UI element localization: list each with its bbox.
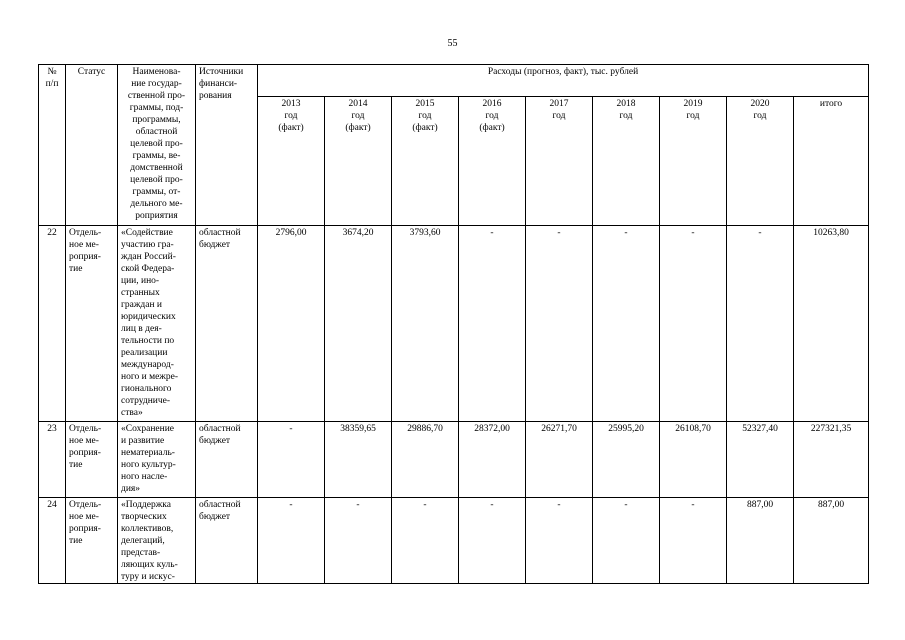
header-year-2020: 2020 год — [727, 97, 794, 226]
value-2013: - — [258, 498, 325, 584]
value-2014: 3674,20 — [325, 226, 392, 422]
budget-table — [38, 64, 869, 584]
value-2020: 887,00 — [727, 498, 794, 584]
row-status: Отдель- ное ме- роприя- тие — [66, 422, 118, 498]
header-name: Наименова- ние государ- ственной про- граммы, под- программы, областной целевой про- граммы, ве- домственной целевой про- граммы, от- дельного ме- роприятия — [118, 65, 196, 226]
value-2020: 52327,40 — [727, 422, 794, 498]
value-total: 10263,80 — [794, 226, 869, 422]
value-total: 227321,35 — [794, 422, 869, 498]
row-source: областной бюджет — [196, 226, 258, 422]
value-2019: - — [660, 498, 727, 584]
header-year-2018: 2018 год — [593, 97, 660, 226]
row-status: Отдель- ное ме- роприя- тие — [66, 226, 118, 422]
value-2016: - — [459, 498, 526, 584]
row-source: областной бюджет — [196, 422, 258, 498]
value-2015: 3793,60 — [392, 226, 459, 422]
row-number: 24 — [39, 498, 66, 584]
value-2017: 26271,70 — [526, 422, 593, 498]
header-year-2016: 2016 год (факт) — [459, 97, 526, 226]
header-year-2017: 2017 год — [526, 97, 593, 226]
value-2014: - — [325, 498, 392, 584]
row-number: 22 — [39, 226, 66, 422]
value-2018: - — [593, 498, 660, 584]
value-2018: - — [593, 226, 660, 422]
value-2013: 2796,00 — [258, 226, 325, 422]
header-year-2019: 2019 год — [660, 97, 727, 226]
table-row — [39, 422, 869, 498]
value-2014: 38359,65 — [325, 422, 392, 498]
value-2017: - — [526, 498, 593, 584]
value-2015: 29886,70 — [392, 422, 459, 498]
table-row — [39, 498, 869, 584]
table-row — [39, 226, 869, 422]
header-source: Источники финанси- рования — [196, 65, 258, 226]
header-year-2015: 2015 год (факт) — [392, 97, 459, 226]
header-expenses: Расходы (прогноз, факт), тыс. рублей — [258, 65, 869, 97]
header-number: № п/п — [39, 65, 66, 226]
value-2017: - — [526, 226, 593, 422]
value-2020: - — [727, 226, 794, 422]
header-year-2013: 2013 год (факт) — [258, 97, 325, 226]
row-name: «Содействие участию гра- ждан Россий- ской Федера- ции, ино- странных граждан и юридических лиц в дея- тельности по реализации международ- ного и межре- гионального сотрудниче- ства» — [118, 226, 196, 422]
row-name: «Сохранение и развитие нематериаль- ного культур- ного насле- дия» — [118, 422, 196, 498]
row-number: 23 — [39, 422, 66, 498]
row-name: «Поддержка творческих коллективов, делегаций, представ- ляющих куль- туру и искус- — [118, 498, 196, 584]
row-source: областной бюджет — [196, 498, 258, 584]
value-2013: - — [258, 422, 325, 498]
value-total: 887,00 — [794, 498, 869, 584]
value-2019: - — [660, 226, 727, 422]
value-2015: - — [392, 498, 459, 584]
header-row-1 — [39, 65, 869, 97]
header-total: итого — [794, 97, 869, 226]
value-2016: - — [459, 226, 526, 422]
value-2018: 25995,20 — [593, 422, 660, 498]
header-status: Статус — [66, 65, 118, 226]
value-2016: 28372,00 — [459, 422, 526, 498]
page-number: 55 — [447, 38, 458, 49]
header-year-2014: 2014 год (факт) — [325, 97, 392, 226]
row-status: Отдель- ное ме- роприя- тие — [66, 498, 118, 584]
value-2019: 26108,70 — [660, 422, 727, 498]
